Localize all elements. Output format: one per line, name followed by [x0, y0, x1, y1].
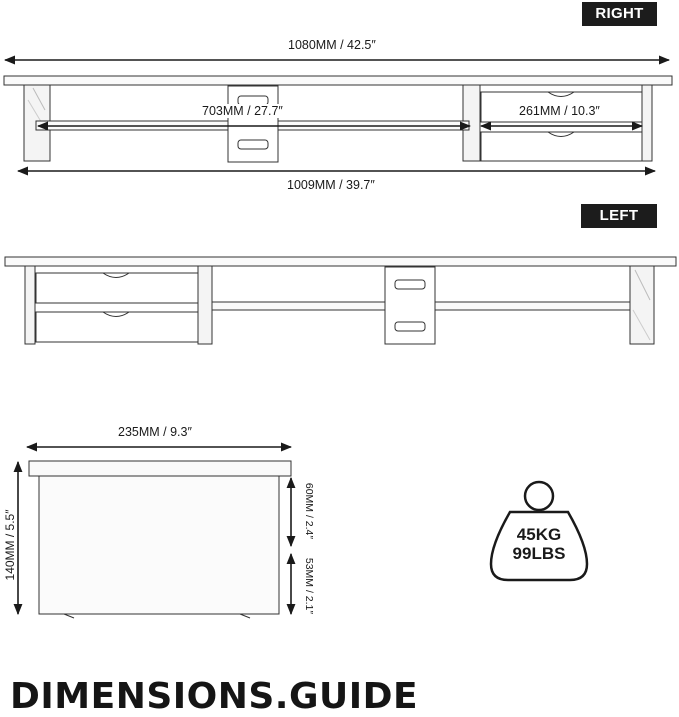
overall-width-label: 1080MM / 42.5″ [288, 38, 376, 52]
top-shelf-left [5, 257, 676, 266]
inner-span-label: 703MM / 27.7″ [202, 104, 283, 118]
lower-height-label: 53MM / 2.1″ [303, 557, 315, 615]
depth-label: 235MM / 9.3″ [118, 425, 192, 439]
capacity-lbs: 99LBS [512, 544, 566, 563]
right-leg [642, 85, 652, 161]
right-view-tag: RIGHT [582, 2, 657, 26]
left-view-drawing [5, 257, 676, 344]
cable-bracket-left [385, 267, 435, 344]
capacity-kg: 45KG [516, 525, 562, 544]
upper-height-label: 60MM / 2.4″ [303, 482, 315, 540]
page-title: DIMENSIONS.GUIDE [10, 676, 419, 717]
leg-span-label: 1009MM / 39.7″ [287, 178, 375, 192]
total-height-label: 140MM / 5.5″ [3, 509, 17, 581]
drawer-width-label: 261MM / 10.3″ [519, 104, 600, 118]
left-view-tag: LEFT [581, 204, 657, 228]
cable-bracket [228, 86, 278, 162]
side-view-drawing [18, 447, 291, 618]
top-shelf [4, 76, 672, 85]
